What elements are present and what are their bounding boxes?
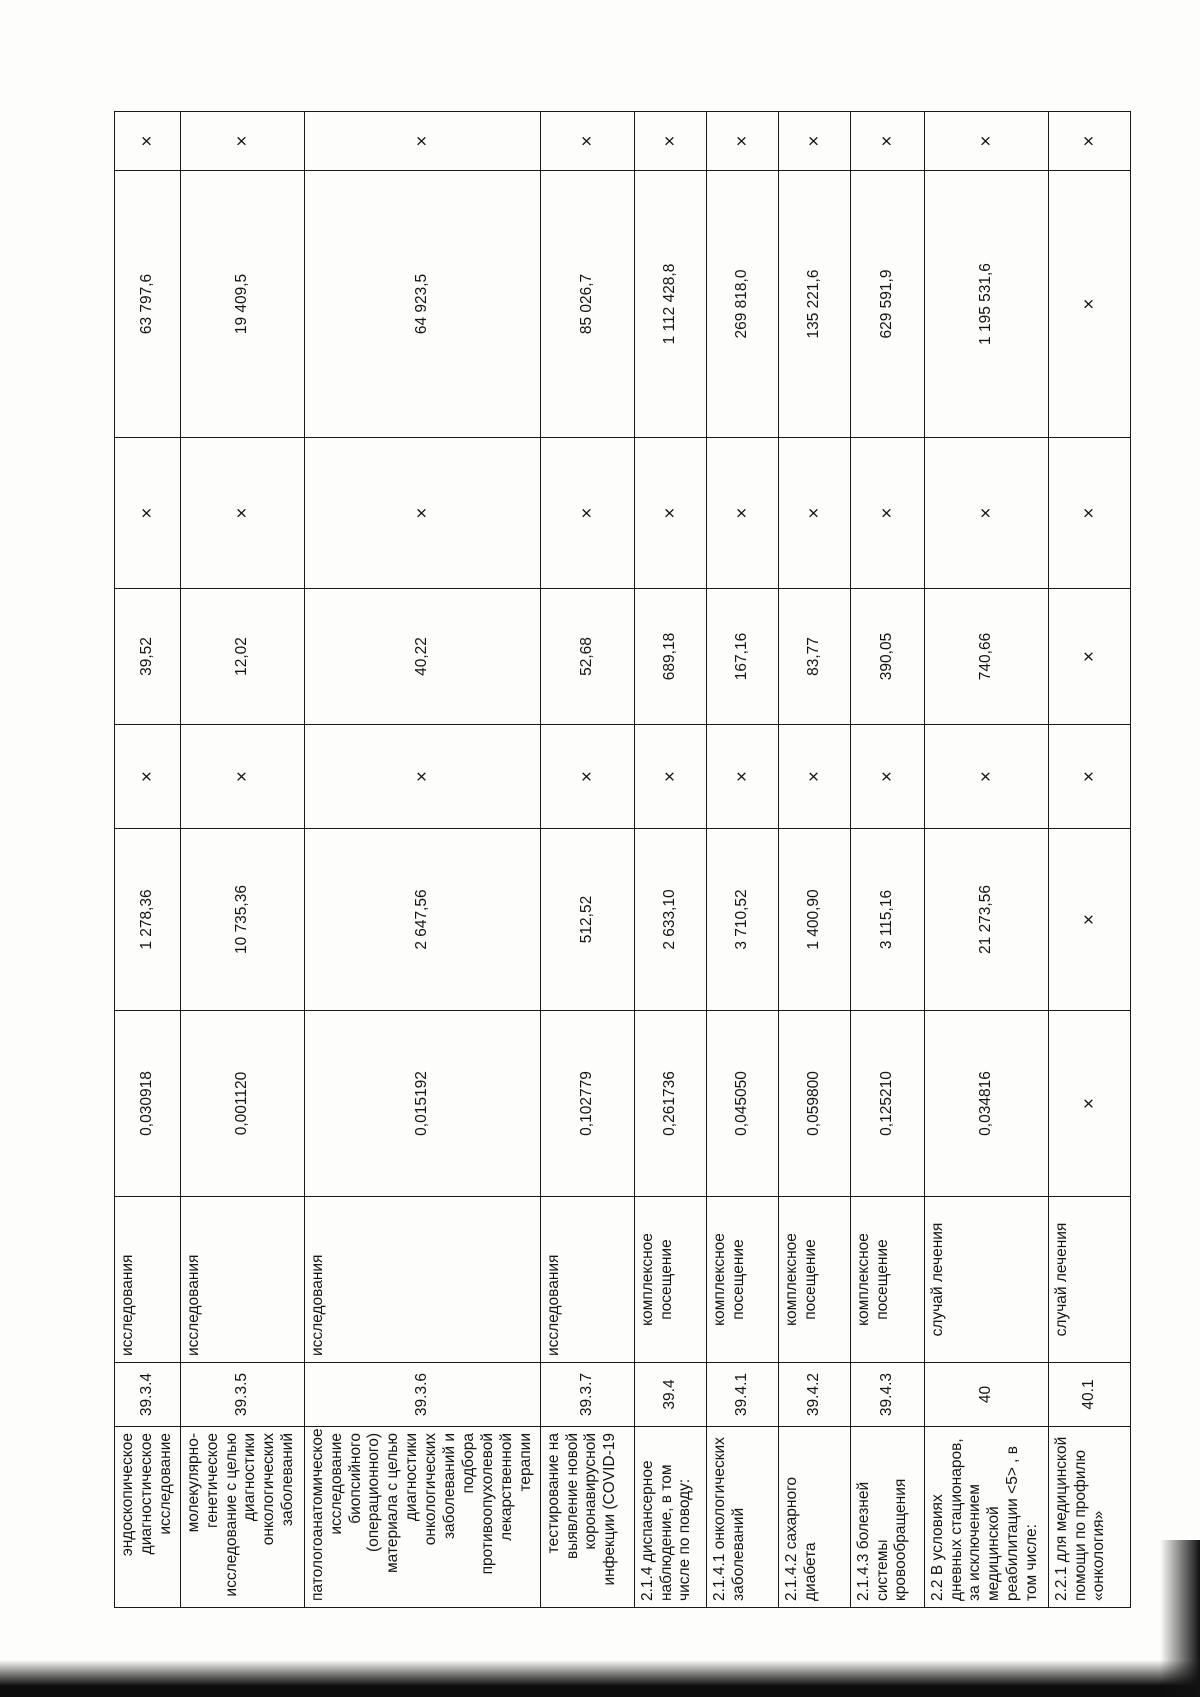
row-name: 2.1.4.1 онкологических заболеваний (706, 1427, 778, 1608)
row-unit: комплексное посещение (850, 1197, 924, 1363)
row-name: 2.2 В условиях дневных стационаров, за исключением медицинской реабилитации <5> , в том числе: (924, 1427, 1048, 1608)
row-unit: исследования (115, 1197, 181, 1363)
row-col8: × (304, 438, 540, 589)
scan-edge-shadow (0, 1660, 1200, 1697)
row-col6: × (778, 725, 850, 829)
row-unit: комплексное посещение (706, 1197, 778, 1363)
row-code: 40.1 (1048, 1363, 1130, 1427)
row-col7: 83,77 (778, 589, 850, 725)
row-norm-volume: 0,034816 (924, 1011, 1048, 1197)
row-code: 39.4.2 (778, 1363, 850, 1427)
row-col10: × (304, 112, 540, 171)
row-norm-volume: 0,059800 (778, 1011, 850, 1197)
row-code: 39.4.3 (850, 1363, 924, 1427)
row-col9: 19 409,5 (180, 171, 304, 438)
row-code: 39.3.4 (115, 1363, 181, 1427)
row-col9: 63 797,6 (115, 171, 181, 438)
row-code: 40 (924, 1363, 1048, 1427)
row-col9: 1 195 531,6 (924, 171, 1048, 438)
row-unit: исследования (540, 1197, 634, 1363)
row-name: патологоанатомическое исследование биопсийного (операционного) материала с целью диагностики онкологических заболеваний и подбора противоопухолевой лекарственной терапии (304, 1427, 540, 1608)
row-col8: × (924, 438, 1048, 589)
row-name: 2.1.4.2 сахарного диабета (778, 1427, 850, 1608)
row-norm-volume: 0,030918 (115, 1011, 181, 1197)
row-col8: × (1048, 438, 1130, 589)
row-col9: 269 818,0 (706, 171, 778, 438)
row-norm-volume: 0,001120 (180, 1011, 304, 1197)
row-col6: × (115, 725, 181, 829)
row-col10: × (1048, 112, 1130, 171)
row-col10: × (850, 112, 924, 171)
row-norm-volume: 0,045050 (706, 1011, 778, 1197)
row-norm-volume: 0,125210 (850, 1011, 924, 1197)
rotated-table-container (114, 112, 1108, 1608)
row-col7: 689,18 (634, 589, 706, 725)
row-col6: × (706, 725, 778, 829)
scan-corner-shadow (1160, 1540, 1200, 1697)
row-col8: × (706, 438, 778, 589)
table-row (1048, 112, 1130, 1608)
row-norm-cost: 10 735,36 (180, 829, 304, 1011)
table-row (180, 112, 304, 1608)
table-row (540, 112, 634, 1608)
table-row (706, 112, 778, 1608)
row-norm-cost: 1 400,90 (778, 829, 850, 1011)
row-norm-volume: 0,015192 (304, 1011, 540, 1197)
row-col7: 12,02 (180, 589, 304, 725)
row-unit: комплексное посещение (634, 1197, 706, 1363)
row-col9: 629 591,9 (850, 171, 924, 438)
row-col7: 390,05 (850, 589, 924, 725)
row-col10: × (540, 112, 634, 171)
row-code: 39.3.6 (304, 1363, 540, 1427)
row-col8: × (540, 438, 634, 589)
table-row (115, 112, 181, 1608)
row-col10: × (634, 112, 706, 171)
row-name: молекулярно-генетическое исследование с целью диагностики онкологических заболеваний (180, 1427, 304, 1608)
row-norm-cost: 2 633,10 (634, 829, 706, 1011)
row-norm-cost: 512,52 (540, 829, 634, 1011)
row-col9: 1 112 428,8 (634, 171, 706, 438)
table-row (924, 112, 1048, 1608)
row-norm-cost: 3 115,16 (850, 829, 924, 1011)
row-col10: × (924, 112, 1048, 171)
row-col8: × (778, 438, 850, 589)
row-norm-cost: 21 273,56 (924, 829, 1048, 1011)
row-col8: × (850, 438, 924, 589)
row-norm-volume: 0,102779 (540, 1011, 634, 1197)
row-col7: 740,66 (924, 589, 1048, 725)
table-row (850, 112, 924, 1608)
row-col9: 64 923,5 (304, 171, 540, 438)
row-col9: 85 026,7 (540, 171, 634, 438)
row-col6: × (634, 725, 706, 829)
row-col6: × (1048, 725, 1130, 829)
row-col10: × (115, 112, 181, 171)
row-col9: × (1048, 171, 1130, 438)
row-unit: исследования (180, 1197, 304, 1363)
row-code: 39.4 (634, 1363, 706, 1427)
table-row (634, 112, 706, 1608)
row-col10: × (180, 112, 304, 171)
row-unit: случай лечения (924, 1197, 1048, 1363)
row-col9: 135 221,6 (778, 171, 850, 438)
row-name: 2.1.4.3 болезней системы кровообращения (850, 1427, 924, 1608)
row-col7: 167,16 (706, 589, 778, 725)
row-name: 2.1.4 диспансерное наблюдение, в том числе по поводу: (634, 1427, 706, 1608)
row-col10: × (778, 112, 850, 171)
row-col7: 52,68 (540, 589, 634, 725)
row-name: 2.2.1 для медицинской помощи по профилю «онкология» (1048, 1427, 1130, 1608)
row-code: 39.4.1 (706, 1363, 778, 1427)
row-col7: 39,52 (115, 589, 181, 725)
row-norm-cost: 3 710,52 (706, 829, 778, 1011)
row-norm-cost: 2 647,56 (304, 829, 540, 1011)
row-col6: × (850, 725, 924, 829)
row-unit: исследования (304, 1197, 540, 1363)
row-code: 39.3.5 (180, 1363, 304, 1427)
row-norm-cost: × (1048, 829, 1130, 1011)
row-norm-volume: 0,261736 (634, 1011, 706, 1197)
row-norm-volume: × (1048, 1011, 1130, 1197)
row-col7: × (1048, 589, 1130, 725)
row-norm-cost: 1 278,36 (115, 829, 181, 1011)
row-col6: × (924, 725, 1048, 829)
row-col10: × (706, 112, 778, 171)
rotated-page-area (114, 112, 1108, 1608)
row-col8: × (180, 438, 304, 589)
row-col7: 40,22 (304, 589, 540, 725)
row-name: эндоскопическое диагностическое исследование (115, 1427, 181, 1608)
row-col8: × (115, 438, 181, 589)
row-col8: × (634, 438, 706, 589)
tariff-table (114, 111, 1131, 1608)
row-name: тестирование на выявление новой коронавирусной инфекции (COVID-19 (540, 1427, 634, 1608)
row-unit: случай лечения (1048, 1197, 1130, 1363)
row-col6: × (304, 725, 540, 829)
table-row (304, 112, 540, 1608)
row-code: 39.3.7 (540, 1363, 634, 1427)
row-col6: × (180, 725, 304, 829)
row-unit: комплексное посещение (778, 1197, 850, 1363)
table-row (778, 112, 850, 1608)
row-col6: × (540, 725, 634, 829)
